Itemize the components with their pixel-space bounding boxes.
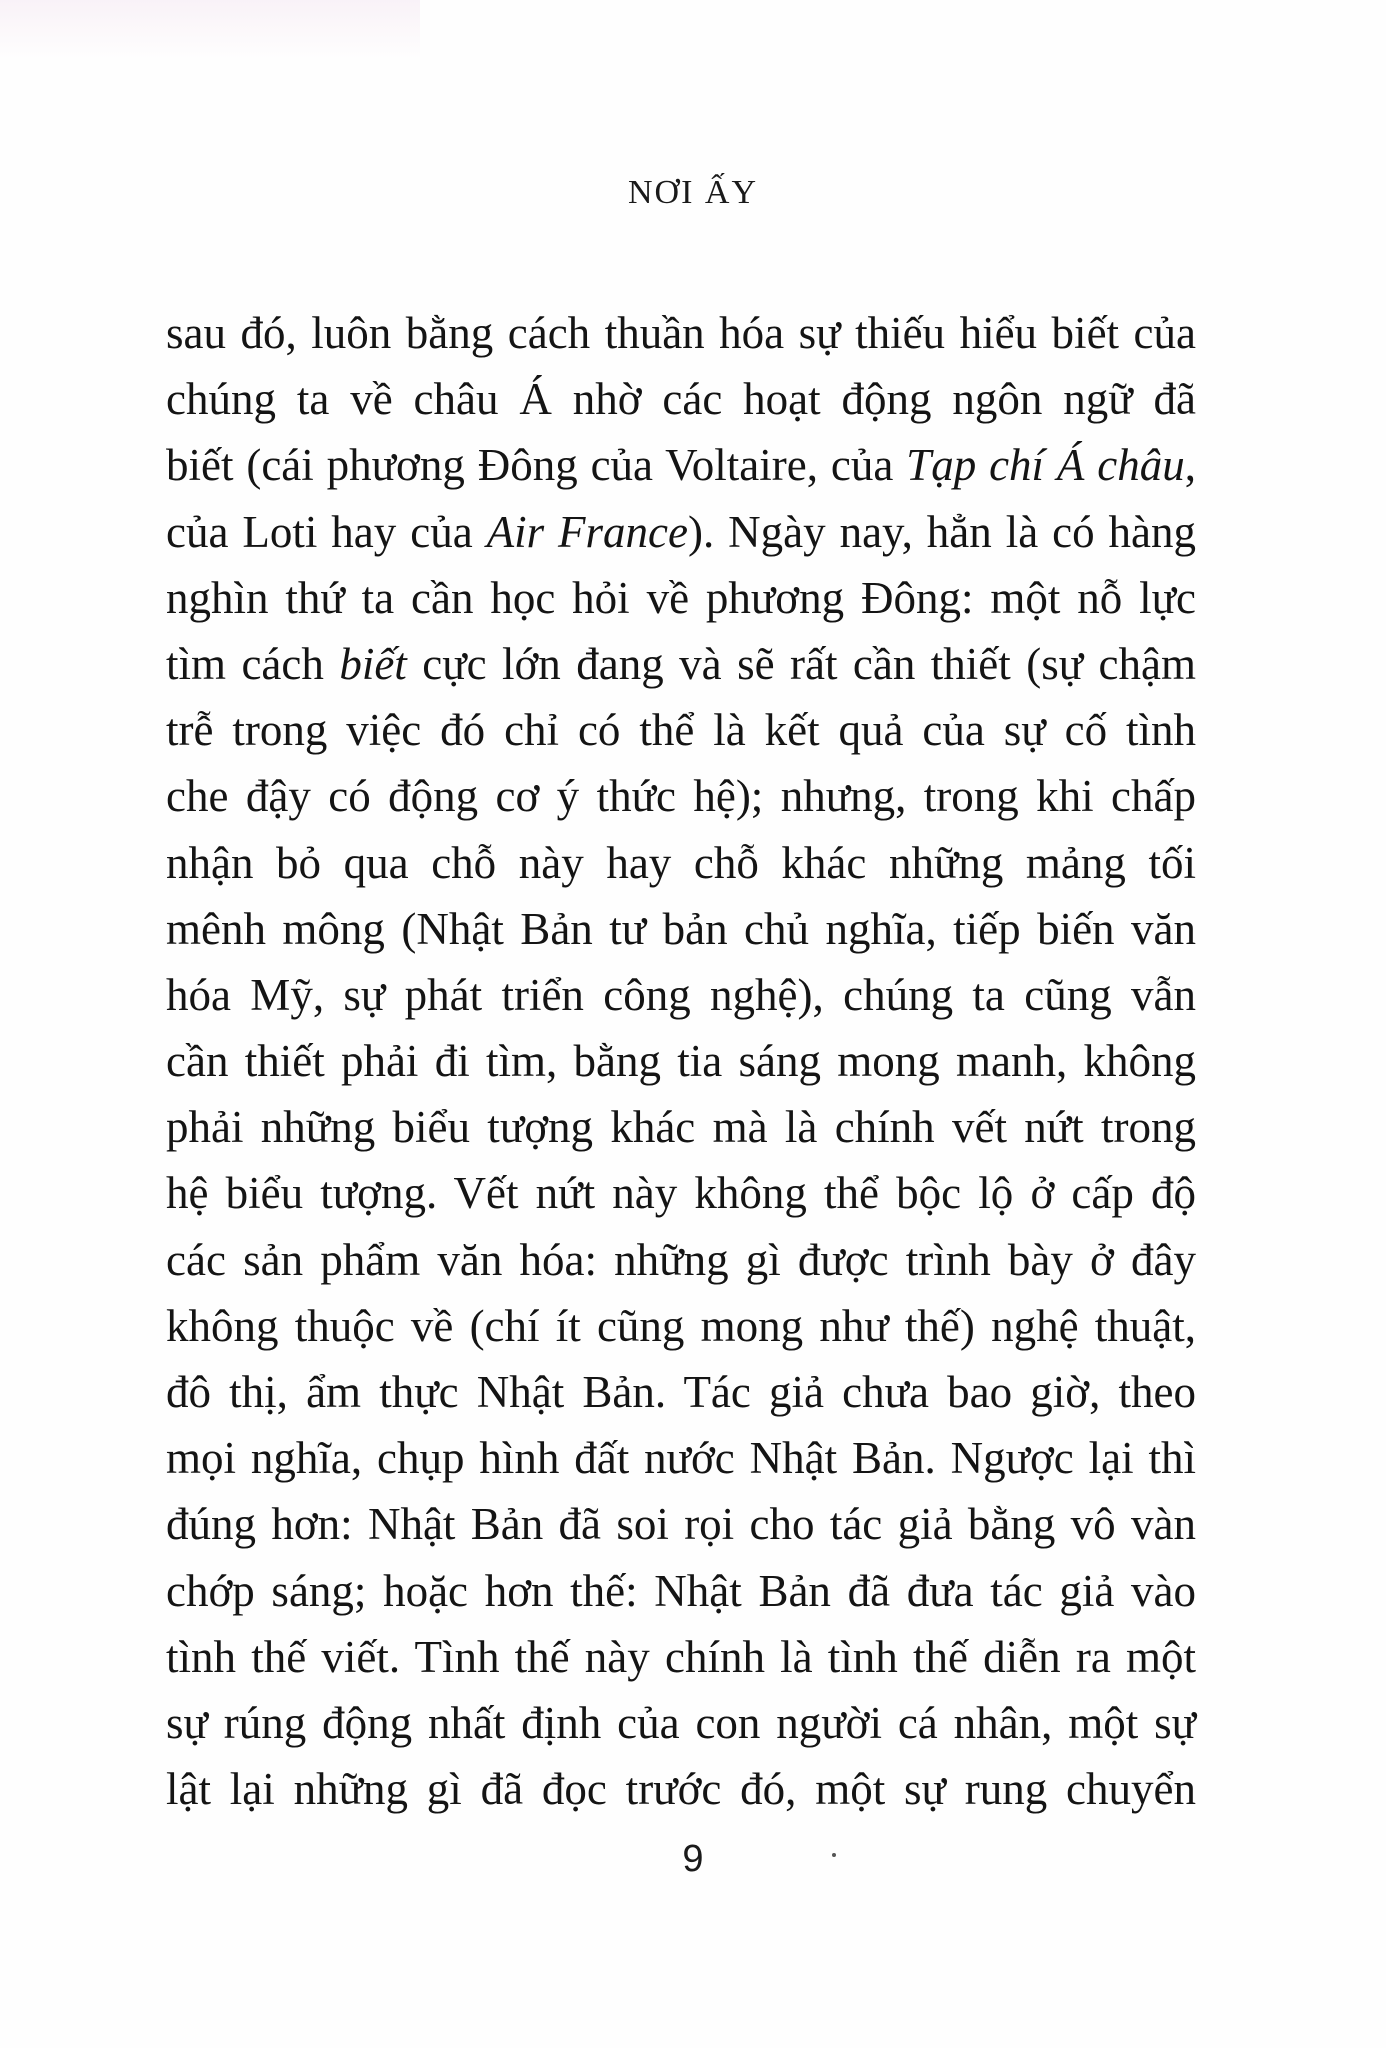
text-run: nhận bỏ qua chỗ này hay chỗ khác những mảng tối [166,837,1196,888]
text-line [166,962,1196,1028]
text-line [166,830,1196,896]
text-run: trễ trong việc đó chỉ có thể là kết quả của sự cố tình [166,705,1196,756]
text-line [166,1491,1196,1557]
text-run: đúng hơn: Nhật Bản đã soi rọi cho tác giả bằng vô vàn [166,1499,1196,1550]
text-line [166,1359,1196,1425]
text-run: mênh mông (Nhật Bản tư bản chủ nghĩa, tiếp biến văn [166,903,1196,954]
text-line [166,1293,1196,1359]
italic-text: Air France [486,506,688,557]
text-run: ). Ngày nay, hẳn là có hàng [688,506,1197,557]
text-run: đô thị, ẩm thực Nhật Bản. Tác giả chưa bao giờ, theo [166,1367,1196,1417]
text-run: cực lớn đang và sẽ rất cần thiết (sự chậm [406,638,1196,689]
text-line [166,1558,1196,1624]
text-line [166,565,1196,631]
text-line [166,1624,1196,1690]
text-line [166,499,1196,565]
text-run: cần thiết phải đi tìm, bằng tia sáng mong manh, không [166,1036,1196,1087]
text-line [166,1094,1196,1160]
text-line [166,1028,1196,1094]
text-run: sau đó, luôn bằng cách thuần hóa sự thiếu hiểu biết của [166,308,1196,358]
text-line [166,763,1196,829]
text-line [166,896,1196,962]
text-line [166,300,1196,366]
text-line [166,366,1196,432]
text-run: che đậy có động cơ ý thức hệ); nhưng, trong khi chấp [166,771,1196,822]
text-line [166,1690,1196,1756]
text-run: các sản phẩm văn hóa: những gì được trình bày ở đây [166,1234,1196,1285]
text-run: tình thế viết. Tình thế này chính là tình thế diễn ra một [166,1631,1196,1682]
scan-speck [832,1853,836,1857]
text-run: tìm cách [166,638,340,689]
text-run: của Loti hay của [166,506,487,557]
bleed-through-tint [0,0,420,60]
italic-text: biết [339,638,407,689]
text-run: , [1184,440,1197,491]
body-text [166,300,1196,1822]
text-run: chúng ta về châu Á nhờ các hoạt động ngôn ngữ đã [166,374,1196,425]
text-run: chớp sáng; hoặc hơn thế: Nhật Bản đã đưa tác giả vào [166,1565,1196,1616]
text-run: biết (cái phương Đông của Voltaire, của [166,440,907,491]
text-run: lật lại những gì đã đọc trước đó, một sự rung chuyển [166,1764,1196,1815]
text-run: mọi nghĩa, chụp hình đất nước Nhật Bản. Ngược lại thì [166,1433,1196,1484]
text-run: hệ biểu tượng. Vết nứt này không thể bộc lộ ở cấp độ [166,1168,1196,1219]
text-run: nghìn thứ ta cần học hỏi về phương Đông: một nỗ lực [166,572,1196,623]
text-run: sự rúng động nhất định của con người cá nhân, một sự [166,1697,1196,1748]
text-line [166,1425,1196,1491]
text-run: hóa Mỹ, sự phát triển công nghệ), chúng ta cũng vẫn [166,969,1196,1020]
text-line [166,1227,1196,1293]
italic-text: Tạp chí Á châu [906,440,1185,491]
text-line [166,432,1196,498]
running-head: NƠI ẤY [627,174,759,211]
text-run: không thuộc về (chí ít cũng mong như thế) nghệ thuật, [166,1300,1196,1351]
text-line [166,1756,1196,1822]
text-run: phải những biểu tượng khác mà là chính vết nứt trong [166,1102,1196,1153]
text-line [166,1160,1196,1226]
page-number: 9 [682,1838,704,1880]
text-line [166,697,1196,763]
text-line [166,631,1196,697]
